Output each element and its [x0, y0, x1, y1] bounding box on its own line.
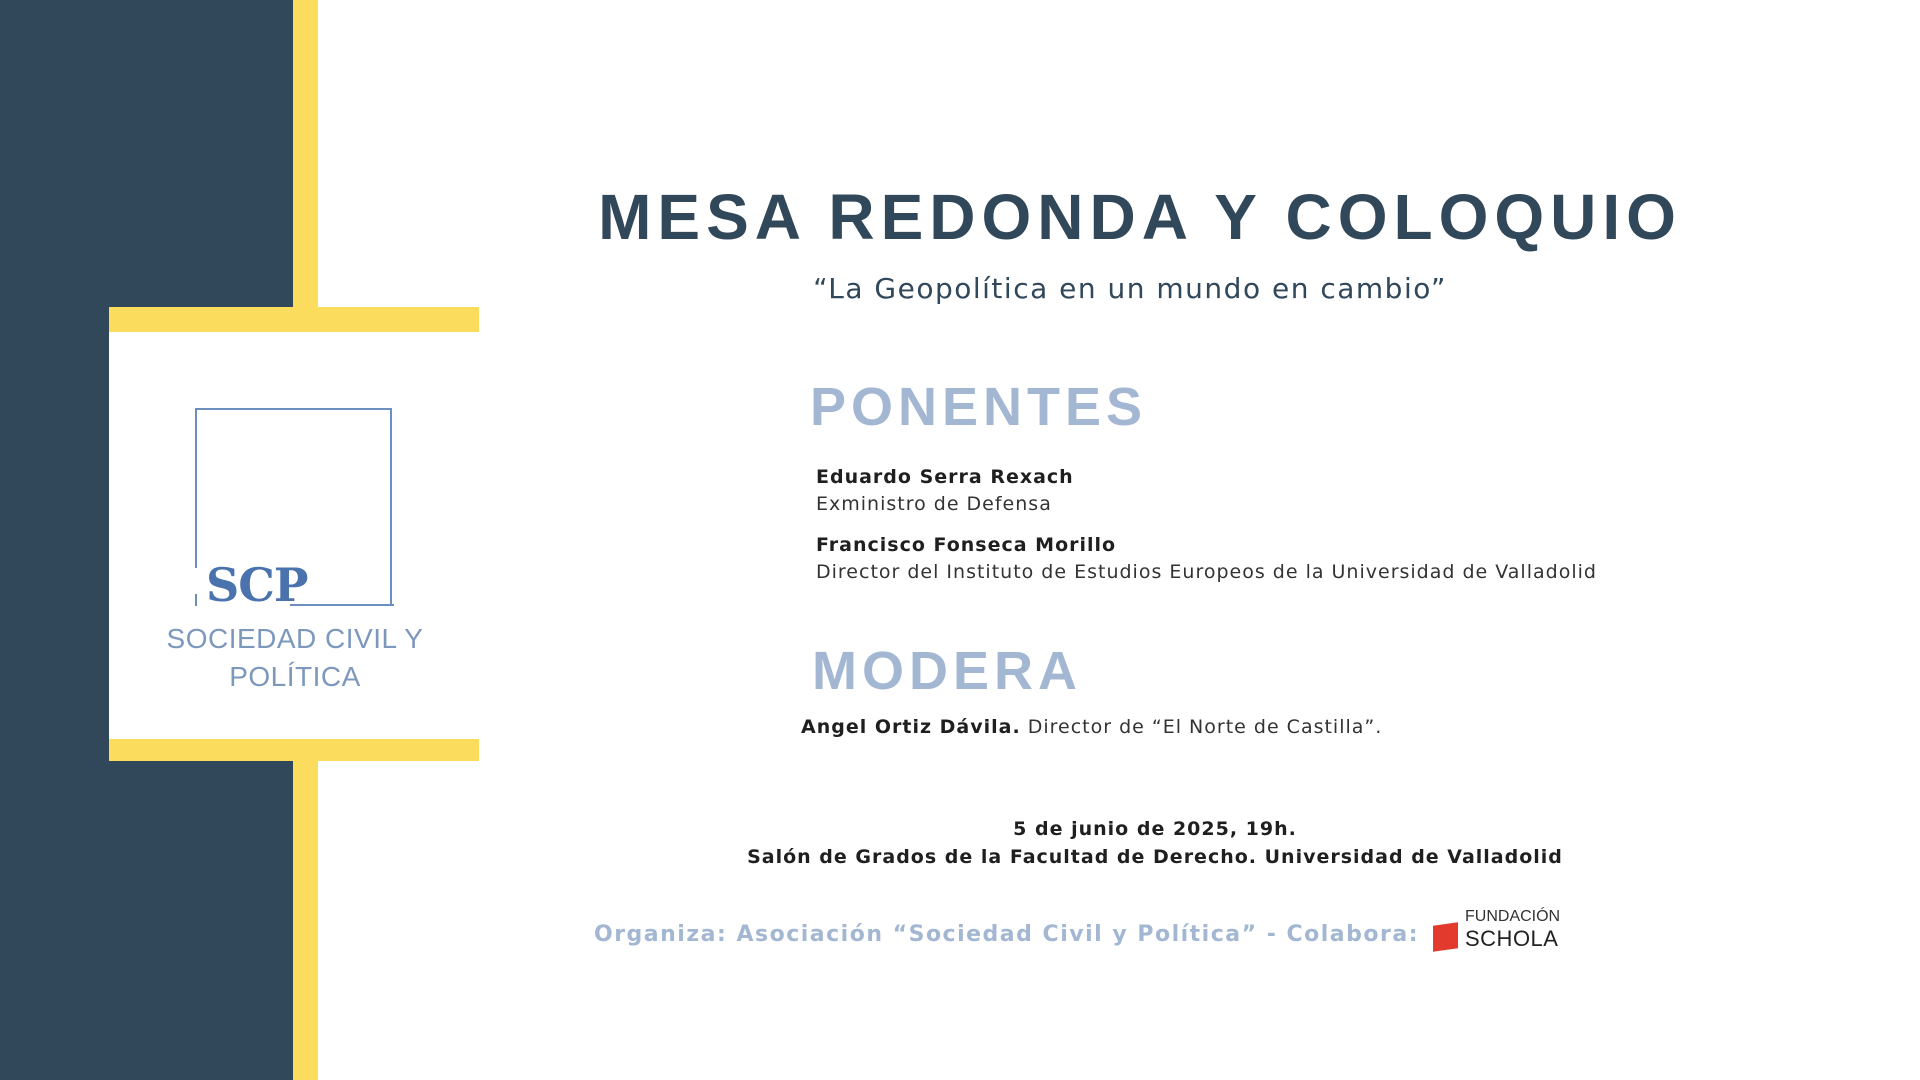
- moderator-heading: MODERA: [812, 641, 1082, 701]
- event-venue: Salón de Grados de la Facultad de Derecho. Universidad de Valladolid: [747, 846, 1563, 868]
- logo-frame-left: [195, 408, 197, 568]
- event-date: 5 de junio de 2025, 19h.: [1013, 818, 1297, 840]
- event-info: [600, 815, 1710, 871]
- speaker-role: Director del Instituto de Estudios Europeos de la Universidad de Valladolid: [816, 561, 1597, 583]
- footer-organizers: Organiza: Asociación “Sociedad Civil y Política” - Colabora:: [594, 922, 1420, 947]
- moderator-line: [801, 716, 1382, 738]
- event-title: MESA REDONDA Y COLOQUIO: [598, 181, 1682, 253]
- schola-mark-icon: [1433, 922, 1458, 952]
- moderator-role: Director de “El Norte de Castilla”.: [1027, 716, 1383, 738]
- yellow-bottom-bar: [109, 739, 479, 761]
- logo-name-line1: SOCIEDAD CIVIL Y: [166, 623, 424, 654]
- speakers-heading: PONENTES: [810, 377, 1148, 437]
- logo-name: [130, 620, 460, 696]
- speaker-name: Eduardo Serra Rexach: [816, 466, 1074, 488]
- logo-name-line2: POLÍTICA: [229, 661, 361, 692]
- speaker-name: Francisco Fonseca Morillo: [816, 534, 1117, 556]
- logo-frame-tick: [195, 594, 197, 606]
- moderator-name: Angel Ortiz Dávila.: [801, 716, 1021, 738]
- speaker-role: Exministro de Defensa: [816, 493, 1052, 515]
- event-subtitle: “La Geopolítica en un mundo en cambio”: [813, 272, 1447, 305]
- fundacion-schola-logo: [1433, 908, 1583, 958]
- yellow-top-bar: [109, 307, 479, 332]
- schola-line2: SCHOLA: [1465, 926, 1559, 951]
- logo-acronym: SCP: [206, 558, 308, 612]
- schola-line1: FUNDACIÓN: [1465, 908, 1561, 925]
